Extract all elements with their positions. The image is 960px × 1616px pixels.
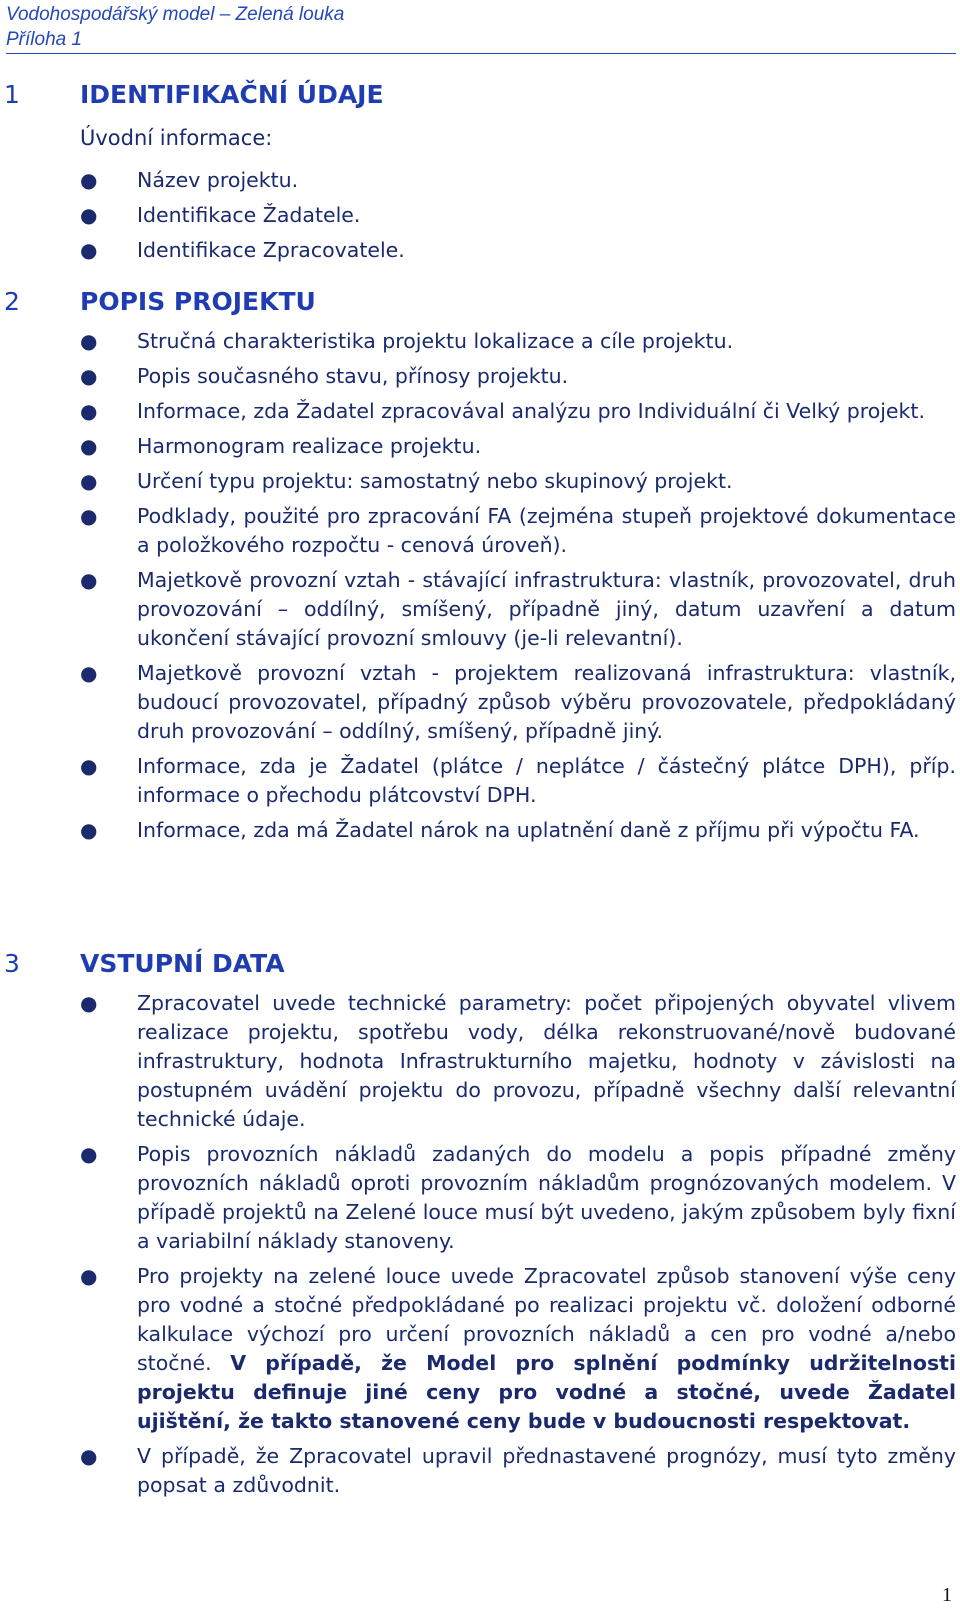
page-number: 1 <box>942 1584 952 1606</box>
section-2-heading <box>4 286 316 318</box>
section-2-list <box>80 327 956 845</box>
bullet-icon: ● <box>80 434 98 458</box>
section-number: 2 <box>4 287 20 316</box>
list-item: ● Majetkově provozní vztah - stávající infrastruktura: vlastník, provozovatel, druh provozování – oddílný, smíšený, případně jiný, datum uzavření a datum ukončení stávající provozní smlouvy (je-li relevantní). <box>80 568 956 650</box>
list-item: ● Identifikace Zpracovatele. <box>80 236 956 265</box>
page-header <box>6 2 956 54</box>
list-item: ● Určení typu projektu: samostatný nebo skupinový projekt. <box>80 467 956 496</box>
list-item: ● Informace, zda je Žadatel (plátce / neplátce / částečný plátce DPH), příp. informace o přechodu plátcovství DPH. <box>80 754 956 807</box>
bullet-icon: ● <box>80 1264 98 1288</box>
bullet-icon: ● <box>80 504 98 528</box>
bullet-icon: ● <box>80 568 98 592</box>
bullet-icon: ● <box>80 399 98 423</box>
list-item: ● Identifikace Žadatele. <box>80 201 956 230</box>
list-item: ● Popis současného stavu, přínosy projektu. <box>80 362 956 391</box>
section-1-list <box>80 166 956 265</box>
bullet-icon: ● <box>80 818 98 842</box>
section-3-heading <box>4 948 285 980</box>
list-item: ● Popis provozních nákladů zadaných do modelu a popis případné změny provozních nákladů oproti provozním nákladům prognózovaných modelem. V případě projektů na Zelené louce musí být uvedeno, jakým způsobem byly fixní a variabilní náklady stanoveny. <box>80 1142 956 1253</box>
bullet-icon: ● <box>80 469 98 493</box>
bullet-icon: ● <box>80 203 98 227</box>
list-item: ● Zpracovatel uvede technické parametry: počet připojených obyvatel vlivem realizace projektu, spotřebu vody, délka rekonstruované/nově budované infrastruktury, hodnota Infrastrukturního majetku, hodnoty v závislosti na postupném uvádění projektu do provozu, případně všechny další relevantní technické údaje. <box>80 991 956 1131</box>
section-title: IDENTIFIKAČNÍ ÚDAJE <box>80 80 384 109</box>
bullet-icon: ● <box>80 1142 98 1166</box>
section-number: 1 <box>4 80 20 109</box>
header-title: Vodohospodářský model – Zelená louka <box>6 4 345 25</box>
section-title: VSTUPNÍ DATA <box>80 949 285 978</box>
intro-text: Úvodní informace: <box>80 126 273 150</box>
list-item: ● Podklady, použité pro zpracování FA (zejména stupeň projektové dokumentace a položkového rozpočtu - cenová úroveň). <box>80 504 956 557</box>
list-item: ● Majetkově provozní vztah - projektem realizovaná infrastruktura: vlastník, budoucí provozovatel, případný způsob výběru provozovatele, předpokládaný druh provozování – oddílný, smíšený, případně jiný. <box>80 661 956 743</box>
list-item: ● Informace, zda má Žadatel nárok na uplatnění daně z příjmu při výpočtu FA. <box>80 816 956 845</box>
bullet-icon: ● <box>80 168 98 192</box>
list-item <box>80 1262 956 1436</box>
bullet-icon: ● <box>80 991 98 1015</box>
list-item: ● Stručná charakteristika projektu lokalizace a cíle projektu. <box>80 327 956 356</box>
bullet-icon: ● <box>80 238 98 262</box>
bullet-icon: ● <box>80 364 98 388</box>
bullet-icon: ● <box>80 661 98 685</box>
list-item-text: Pro projekty na zelené louce uvede Zpracovatel způsob stanovení výše ceny pro vodné a stočné předpokládané po realizaci projektu vč. doložení odborné kalkulace výchozí pro určení provozních nákladů a cen pro vodné a/nebo stočné. <box>137 1264 956 1375</box>
section-number: 3 <box>4 949 20 978</box>
list-item: ● Název projektu. <box>80 166 956 195</box>
bullet-icon: ● <box>80 754 98 778</box>
section-3-list <box>80 989 956 1500</box>
bullet-icon: ● <box>80 1444 98 1468</box>
bullet-icon: ● <box>80 329 98 353</box>
list-item: ● V případě, že Zpracovatel upravil přednastavené prognózy, musí tyto změny popsat a zdůvodnit. <box>80 1444 956 1497</box>
section-1-heading <box>4 79 384 111</box>
list-item: ● Harmonogram realizace projektu. <box>80 432 956 461</box>
list-item: ● Informace, zda Žadatel zpracovával analýzu pro Individuální či Velký projekt. <box>80 397 956 426</box>
section-title: POPIS PROJEKTU <box>80 287 316 316</box>
header-subtitle: Příloha 1 <box>6 29 83 50</box>
list-item-bold-text: V případě, že Model pro splnění podmínky udržitelnosti projektu definuje jiné ceny pro vodné a stočné, uvede Žadatel ujištění, že takto stanovené ceny bude v budoucnosti respektovat. <box>137 1351 956 1433</box>
